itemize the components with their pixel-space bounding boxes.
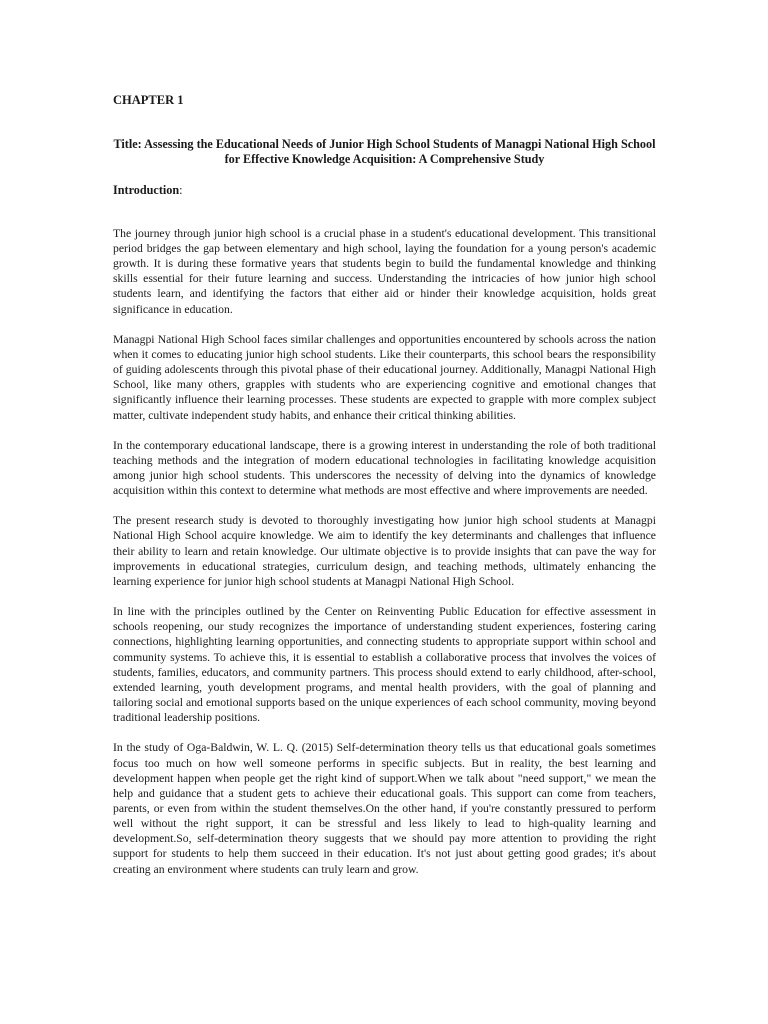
document-title: Title: Assessing the Educational Needs of Junior High School Students of Managpi National High School for Effective Knowledge Acquisition: A Comprehensive Study (113, 137, 656, 167)
paragraph-2: Managpi National High School faces similar challenges and opportunities encountered by schools across the nation when it comes to educating junior high school students. Like their counterparts, this school bears the responsibility of guiding adolescents through this pivotal phase of their educational journey. Additionally, Managpi National High School, like many others, grapples with students who are experiencing cognitive and emotional changes that significantly influence their learning processes. These students are expected to grapple with more complex subject matter, cultivate independent study habits, and enhance their critical thinking abilities. (113, 332, 656, 422)
paragraph-5: In line with the principles outlined by the Center on Reinventing Public Education for effective assessment in schools reopening, our study recognizes the importance of understanding student experiences, fostering caring connections, highlighting learning opportunities, and connecting students to appropriate support within school and community systems. To achieve this, it is essential to establish a collaborative process that involves the voices of students, families, educators, and community partners. This process should extend to early childhood, after-school, extended learning, youth development programs, and mental health providers, with the goal of planning and tailoring social and emotional supports based on the unique experiences of each school community, moving beyond traditional leadership positions. (113, 605, 656, 725)
introduction-heading-text: Introduction (113, 182, 180, 197)
chapter-heading: CHAPTER 1 (113, 93, 184, 107)
paragraph-6: In the study of Oga-Baldwin, W. L. Q. (2015) Self-determination theory tells us that educational goals sometimes focus too much on how well someone performs in specific subjects. But in reality, the best learning and development happen when people get the right kind of support.When we talk about "need support," we mean the help and guidance that a student gets to achieve their educational goals. This support can come from teachers, parents, or even from within the student themselves.On the other hand, if you're constantly pressured to perform well without the right support, it can be stressful and less likely to lead to high-quality learning and development.So, self-determination theory suggests that we should pay more attention to providing the right support for students to help them succeed in their education. It's not just about getting good grades; it's about creating an environment where students can truly learn and grow. (113, 741, 656, 876)
introduction-heading (113, 183, 656, 198)
paragraph-4: The present research study is devoted to thoroughly investigating how junior high school students at Managpi National High School acquire knowledge. We aim to identify the key determinants and challenges that influence their ability to learn and retain knowledge. Our ultimate objective is to provide insights that can pave the way for improvements in educational strategies, curriculum design, and teaching methods, ultimately enhancing the learning experience for junior high school students at Managpi National High School. (113, 514, 656, 588)
paragraph-3: In the contemporary educational landscape, there is a growing interest in understanding the role of both traditional teaching methods and the integration of modern educational technologies in facilitating knowledge acquisition among junior high school students. This underscores the necessity of delving into the dynamics of knowledge acquisition within this context to determine what methods are most effective and where improvements are needed. (113, 438, 656, 498)
introduction-heading-colon: : (179, 182, 183, 197)
paragraph-1: The journey through junior high school is a crucial phase in a student's educational development. This transitional period bridges the gap between elementary and high school, laying the foundation for a young person's academic growth. It is during these formative years that students begin to build the fundamental knowledge and thinking skills essential for their future learning and success. Understanding the intricacies of how junior high school students learn, and identifying the factors that either aid or hinder their knowledge acquisition, holds great significance in education. (113, 226, 656, 316)
